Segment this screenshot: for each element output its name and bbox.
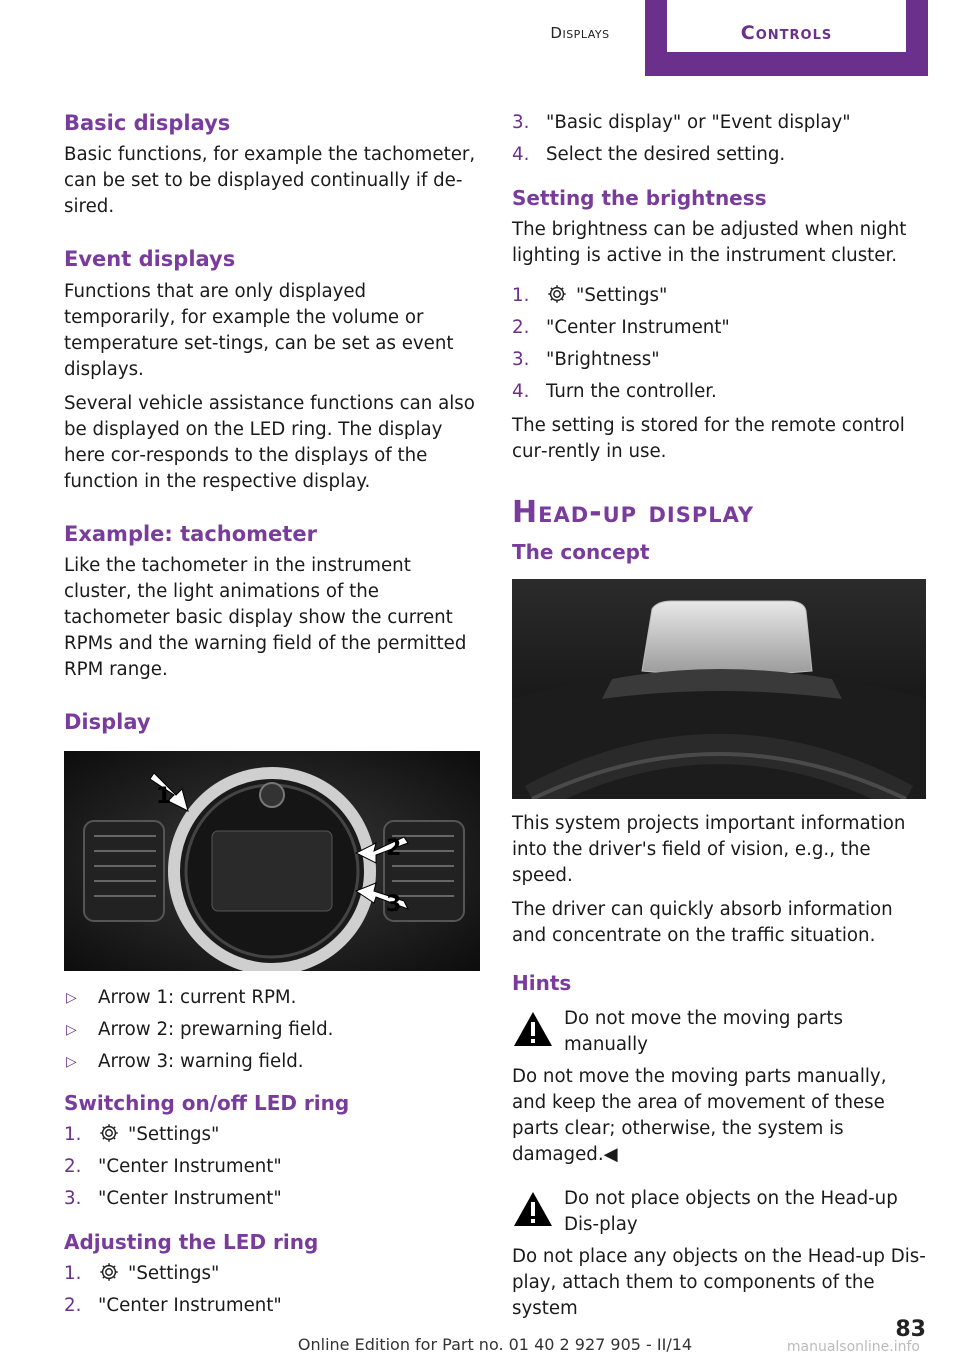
list-item: 2. "Center Instrument" bbox=[512, 317, 730, 338]
gear-icon bbox=[98, 1122, 120, 1144]
list-item: ▷ Arrow 1: current RPM. bbox=[64, 985, 482, 1011]
list-item: ▷ Arrow 3: warning field. bbox=[64, 1049, 482, 1075]
triangle-bullet-icon: ▷ bbox=[66, 990, 77, 1006]
switch-steps-list bbox=[64, 1122, 482, 1212]
heading-adjust-led-ring: Adjusting the LED ring bbox=[64, 1230, 319, 1254]
hint-2 bbox=[512, 1186, 926, 1238]
list-item: 1. "Settings" bbox=[64, 1263, 220, 1284]
arrow-list bbox=[64, 985, 482, 1075]
triangle-bullet-icon: ▷ bbox=[66, 1022, 77, 1038]
chapter-heading-hud: Head-up display bbox=[512, 495, 755, 530]
footer bbox=[0, 1317, 960, 1357]
warning-icon bbox=[512, 1010, 554, 1048]
paragraph-concept-1: This system projects important information into the driver's field of vision, e.g., the speed. bbox=[512, 813, 906, 886]
heading-concept: The concept bbox=[512, 540, 650, 564]
led-ring-illustration bbox=[64, 751, 480, 971]
paragraph-brightness: The brightness can be adjusted when night lighting is active in the instrument cluster. bbox=[512, 219, 907, 266]
list-item: 1. "Settings" bbox=[64, 1124, 220, 1145]
list-item: 3. "Basic display" or "Event display" bbox=[512, 112, 851, 133]
hud-illustration bbox=[512, 579, 926, 799]
hud-figure bbox=[512, 579, 926, 799]
page-number: 83 bbox=[895, 1317, 926, 1342]
list-item: 3. "Center Instrument" bbox=[64, 1188, 282, 1209]
paragraph-basic-displays: Basic functions, for example the tachometer, can be set to be displayed continually if de‐sired. bbox=[64, 144, 476, 218]
list-item: ▷ Arrow 2: prewarning field. bbox=[64, 1017, 482, 1043]
list-item: 2. "Center Instrument" bbox=[64, 1295, 282, 1316]
led-ring-figure bbox=[64, 751, 480, 971]
watermark: manualsonline.info bbox=[786, 1339, 920, 1355]
adjust-steps-list bbox=[64, 1261, 482, 1319]
section-title: Displays bbox=[550, 24, 610, 42]
hint-2-body: Do not place any objects on the Head-up Dis‐play, attach them to components of the system bbox=[512, 1246, 926, 1319]
left-column bbox=[64, 110, 482, 1327]
gear-icon bbox=[546, 283, 568, 305]
list-item: 1. "Settings" bbox=[512, 285, 668, 306]
heading-display: Display bbox=[64, 709, 151, 734]
paragraph-event-displays-1: Functions that are only displayed temporarily, for example the volume or temperature set‐tings, can be set as event displays. bbox=[64, 280, 454, 380]
right-column bbox=[512, 110, 926, 1340]
gear-icon bbox=[98, 1261, 120, 1283]
callout-2: 2 bbox=[386, 836, 402, 861]
paragraph-example-tachometer: Like the tachometer in the instrument cluster, the light animations of the tachometer basic display show the current RPMs and the warning field of the permitted RPM range. bbox=[64, 554, 467, 680]
paragraph-setting-stored: The setting is stored for the remote control cur‐rently in use. bbox=[512, 415, 905, 462]
paragraph-event-displays-2: Several vehicle assistance functions can also be displayed on the LED ring. The display here cor‐responds to the displays of the function in the respective display. bbox=[64, 392, 475, 492]
callout-3: 3 bbox=[386, 892, 402, 917]
heading-example-tachometer: Example: tachometer bbox=[64, 521, 317, 546]
heading-basic-displays: Basic displays bbox=[64, 111, 231, 135]
brightness-steps-list bbox=[512, 283, 926, 405]
list-item: 3. "Brightness" bbox=[512, 349, 660, 370]
edition-text: Online Edition for Part no. 01 40 2 927 905 - II/14 bbox=[297, 1335, 693, 1354]
heading-event-displays: Event displays bbox=[64, 247, 236, 272]
heading-switch-led-ring: Switching on/off LED ring bbox=[64, 1091, 350, 1115]
chapter-tab-inner bbox=[667, 0, 906, 52]
list-item: 4. Turn the controller. bbox=[512, 381, 717, 402]
list-item: 4. Select the desired setting. bbox=[512, 144, 786, 165]
steps-top-list bbox=[512, 110, 926, 168]
warning-icon bbox=[512, 1190, 554, 1228]
paragraph-concept-2: The driver can quickly absorb information and concentrate on the traffic situation. bbox=[512, 899, 893, 946]
hint-1-body: Do not move the moving parts manually, and keep the area of movement of these parts clear; otherwise, the system is damaged.◀ bbox=[512, 1066, 887, 1165]
callout-1: 1 bbox=[156, 784, 172, 809]
chapter-tab bbox=[645, 0, 928, 76]
triangle-bullet-icon: ▷ bbox=[66, 1054, 77, 1070]
hint-1-title: Do not move the moving parts manually bbox=[564, 1008, 843, 1055]
hint-2-title: Do not place objects on the Head-up Dis‐play bbox=[564, 1188, 898, 1235]
list-item: 2. "Center Instrument" bbox=[64, 1156, 282, 1177]
heading-brightness: Setting the brightness bbox=[512, 186, 767, 210]
heading-hints: Hints bbox=[512, 971, 572, 995]
hint-1 bbox=[512, 1006, 926, 1058]
chapter-title: Controls bbox=[740, 22, 833, 44]
